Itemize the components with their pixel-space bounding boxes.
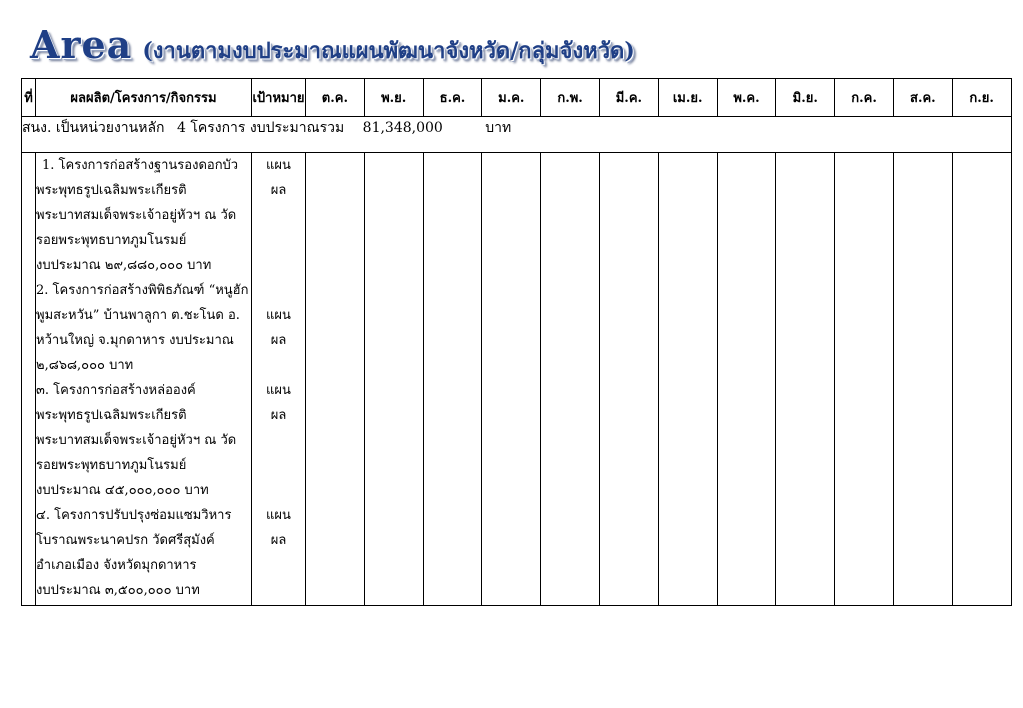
summary-projects: 4 โครงการ งบประมาณรวม xyxy=(176,120,345,136)
project-line: พระพุทธรูปเฉลิมพระเกียรติ xyxy=(36,408,187,423)
month-cell xyxy=(658,153,717,606)
summary-unit: บาท xyxy=(485,120,512,136)
target-result: ผล xyxy=(270,533,287,548)
header-month: ต.ค. xyxy=(306,79,365,117)
project-line: 2. โครงการก่อสร้างพิพิธภัณฑ์ “หนูฮัก xyxy=(36,283,249,298)
header-month: พ.ค. xyxy=(717,79,776,117)
projects-cell xyxy=(36,153,252,606)
target-block xyxy=(252,378,305,503)
header-target: เป้าหมาย xyxy=(252,79,306,117)
project-item xyxy=(36,153,251,278)
header-month: ม.ค. xyxy=(482,79,541,117)
target-result: ผล xyxy=(270,183,287,198)
month-cell xyxy=(306,153,365,606)
project-line: ๔. โครงการปรับปรุงซ่อมแซมวิหาร xyxy=(36,508,232,523)
summary-row xyxy=(22,117,1012,153)
title-main: Area xyxy=(30,22,133,67)
header-month: ก.ย. xyxy=(952,79,1011,117)
project-item xyxy=(36,278,251,378)
project-item xyxy=(36,503,251,603)
project-line: พระบาทสมเด็จพระเจ้าอยู่หัวฯ ณ วัด xyxy=(36,433,237,448)
month-cell xyxy=(541,153,600,606)
project-line: พระพุทธรูปเฉลิมพระเกียรติ xyxy=(36,183,187,198)
project-line: งบประมาณ ๓,๕๐๐,๐๐๐ บาท xyxy=(36,583,200,598)
month-cell xyxy=(423,153,482,606)
month-cell xyxy=(893,153,952,606)
project-line: ๒,๘๖๘,๐๐๐ บาท xyxy=(36,358,134,373)
header-row xyxy=(22,79,1012,117)
month-cell xyxy=(952,153,1011,606)
plan-table xyxy=(21,78,1012,606)
target-result: ผล xyxy=(270,333,287,348)
month-cell xyxy=(364,153,423,606)
header-month: ก.ค. xyxy=(835,79,894,117)
target-block xyxy=(252,503,305,603)
target-block xyxy=(252,278,305,378)
project-line: 1. โครงการก่อสร้างฐานรองดอกบัว xyxy=(42,158,239,173)
target-plan: แผน xyxy=(266,508,291,523)
header-month: ธ.ค. xyxy=(423,79,482,117)
month-cell xyxy=(776,153,835,606)
project-line: หว้านใหญ่ จ.มุกดาหาร งบประมาณ xyxy=(36,333,234,348)
project-line: โบราณพระนาคปรก วัดศรีสุมังค์ xyxy=(36,533,215,548)
project-line: ๓. โครงการก่อสร้างหล่อองค์ xyxy=(36,383,196,398)
header-month: พ.ย. xyxy=(364,79,423,117)
project-line: พระบาทสมเด็จพระเจ้าอยู่หัวฯ ณ วัด xyxy=(36,208,237,223)
project-item xyxy=(36,378,251,503)
month-cell xyxy=(482,153,541,606)
projects-row xyxy=(22,153,1012,606)
summary-amount: 81,348,000 xyxy=(362,120,443,136)
target-block xyxy=(252,153,305,278)
month-cell xyxy=(599,153,658,606)
header-month: มี.ค. xyxy=(599,79,658,117)
project-line: พูมสะหวัน” บ้านพาลูกา ต.ชะโนด อ. xyxy=(36,308,240,323)
month-cell xyxy=(835,153,894,606)
target-plan: แผน xyxy=(266,158,291,173)
header-no: ที่ xyxy=(22,79,36,117)
target-plan: แผน xyxy=(266,383,291,398)
header-month: เม.ย. xyxy=(658,79,717,117)
project-line: รอยพระพุทธบาทภูมโนรมย์ xyxy=(36,233,187,248)
target-plan: แผน xyxy=(266,308,291,323)
project-line: รอยพระพุทธบาทภูมโนรมย์ xyxy=(36,458,187,473)
target-cell xyxy=(252,153,306,606)
project-line: งบประมาณ ๔๕,๐๐๐,๐๐๐ บาท xyxy=(36,483,209,498)
row-number-cell xyxy=(22,153,36,606)
page-title xyxy=(30,22,635,72)
summary-cell xyxy=(22,117,1012,153)
project-line: งบประมาณ ๒๙,๘๘๐,๐๐๐ บาท xyxy=(36,258,212,273)
summary-agency: สนง. เป็นหน่วยงานหลัก xyxy=(22,120,165,136)
header-month: ก.พ. xyxy=(541,79,600,117)
title-subtitle: (งานตามงบประมาณแผนพัฒนาจังหวัด/กลุ่มจังหวัด) xyxy=(142,38,635,64)
month-cell xyxy=(717,153,776,606)
header-output: ผลผลิต/โครงการ/กิจกรรม xyxy=(36,79,252,117)
target-result: ผล xyxy=(270,408,287,423)
project-line: อำเภอเมือง จังหวัดมุกดาหาร xyxy=(36,558,197,573)
header-month: ส.ค. xyxy=(893,79,952,117)
header-month: มิ.ย. xyxy=(776,79,835,117)
